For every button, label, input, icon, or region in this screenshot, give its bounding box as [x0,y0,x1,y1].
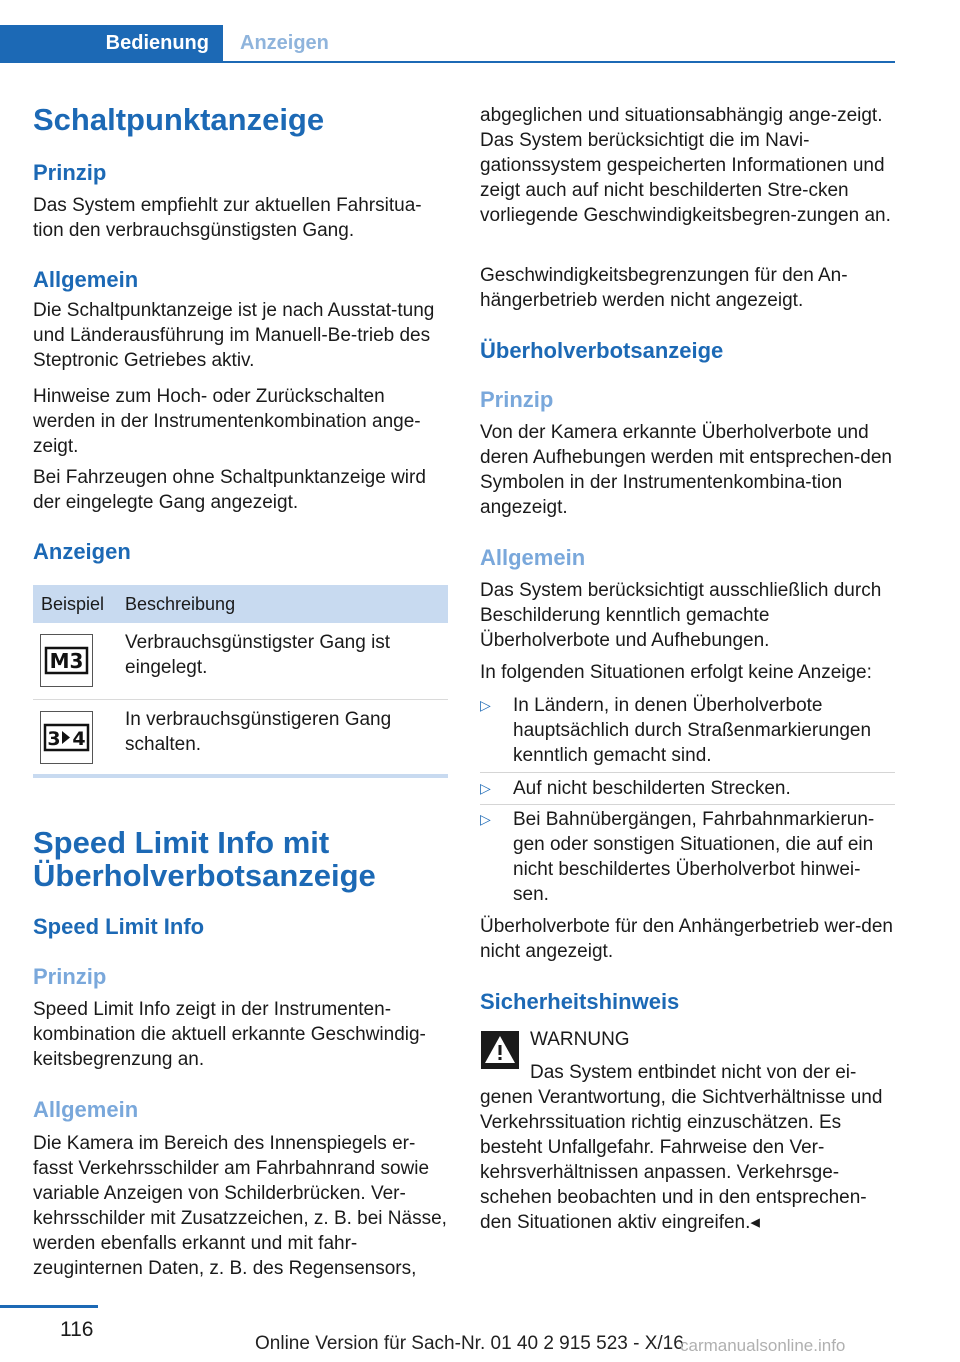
header-tabbar [0,25,895,63]
heading-speed-limit-info: Speed Limit Info [33,914,205,939]
text-ueberhol-prinzip: Von der Kamera erkannte Überholverbote und deren Aufhebungen werden mit entsprechen-den Symbolen in der Instrumentenkombina-tion angezeigt. [480,422,892,518]
gear-indicator-table [33,585,448,776]
heading-schaltpunktanzeige: Schaltpunktanzeige [33,102,325,137]
table-header-beschreibung: Beschreibung [125,594,236,614]
list-separator [480,804,895,805]
text-allgemein-2: Hinweise zum Hoch- oder Zurückschalten werden in der Instrumentenkombination ange-zeigt. [33,386,421,457]
heading-prinzip-speed: Prinzip [33,964,107,989]
text-ueberhol-anhaenger: Überholverbote für den Anhängerbetrieb wer-den nicht angezeigt. [480,916,893,962]
tab-anzeigen[interactable]: Anzeigen [240,32,329,54]
heading-allgemein: Allgemein [33,267,139,292]
page-number: 116 [60,1318,94,1341]
table-row [33,700,448,776]
table-cell-description: In verbrauchsgünstigeren Gang schalten. [125,709,392,755]
warning-title: WARNUNG [530,1029,630,1050]
list-separator [480,772,895,773]
text-speed-prinzip: Speed Limit Info zeigt in der Instrumenten-kombination die aktuell erkannte Geschwindig-keitsbegrenzung an. [33,999,426,1070]
text-prinzip: Das System empfiehlt zur aktuellen Fahrsitua-tion den verbrauchsgünstigsten Gang. [33,195,422,241]
text-speed-allgemein: Die Kamera im Bereich des Innenspiegels er-fasst Verkehrsschilder am Fahrbahnrand sowie variable Anzeigen von Schilderbrücken. Ver-kehrsschilder mit Zusatzzeichen, z. B. bei Nässe, werden ebenfalls erkannt und mit fahr-zeuginternen Daten, z. B. des Regensensors, [33,1133,447,1279]
table-header [33,585,448,623]
watermark: carmanualsonline.info [680,1336,846,1355]
footer-rule [0,1305,98,1308]
bullet-triangle-icon: ▷ [480,697,491,713]
bullet-list: ▷ In Ländern, in denen Überholverbote hauptsächlich durch Straßenmarkierungen kenntlich gemacht sind. ▷ Auf nicht beschilderten Strecken. ▷ Bei Bahnübergängen, Fahrbahnmarkierun-gen oder sonstigen Situationen, die auf ein nicht beschildertes Überholverbot hinwei-sen. [480,690,895,910]
text-allgemein-1: Die Schaltpunktanzeige ist je nach Ausstat-tung und Länderausführung im Manuell-Be-trieb des Steptronic Getriebes aktiv. [33,300,435,371]
text-anhaenger-begrenzung: Geschwindigkeitsbegrenzungen für den An-hängerbetrieb werden nicht angezeigt. [480,265,848,311]
bullet-triangle-icon: ▷ [480,811,491,827]
heading-prinzip: Prinzip [33,160,107,185]
text-ueberhol-allgemein-1: Das System berücksichtigt ausschließlich durch Beschilderung kenntlich gemachte Überholverbote und Aufhebungen. [480,580,882,651]
svg-text:4: 4 [72,728,86,750]
gear-m3-symbol-icon [40,634,93,687]
heading-allgemein-speed: Allgemein [33,1097,139,1122]
text-allgemein-3: Bei Fahrzeugen ohne Schaltpunktanzeige wird der eingelegte Gang angezeigt. [33,467,426,513]
warning-text: genen Verantwortung, die Sichtverhältnisse und Verkehrssituation richtig einzuschätzen. Es besteht Unfallgefahr. Fahrweise den Ver-kehrsverhältnissen anpassen. Verkehrsge-schehen beobachten und in den entsprechen-den Situationen aktiv eingreifen.◂ [480,1087,883,1233]
heading-sicherheitshinweis: Sicherheitshinweis [480,989,680,1014]
footer-online-version: Online Version für Sach-Nr. 01 40 2 915 523 - X/16 [255,1333,684,1354]
heading-speed-limit-info-mit-ueberholverbotsanzeige: Speed Limit Info mit Überholverbotsanzeige [33,825,376,893]
svg-text:3: 3 [47,728,61,750]
heading-anzeigen: Anzeigen [33,539,131,564]
table-row [33,623,448,700]
text-speed-allgemein-continued: abgeglichen und situationsabhängig ange-zeigt. Das System berücksichtigt die im Navi-gationssystem gespeicherten Informationen und zeigt auch auf nicht beschilderten Stre-cken vorliegende Geschwindigkeitsbegren-zungen an. [480,105,891,226]
table-header-beispiel: Beispiel [41,594,105,614]
heading-ueberholverbotsanzeige: Überholverbotsanzeige [480,338,724,363]
tab-bedienung[interactable]: Bedienung [0,25,223,61]
text-ueberhol-allgemein-2: In folgenden Situationen erfolgt keine Anzeige: [480,662,872,683]
warning-text-first-line: Das System entbindet nicht von der ei- [530,1062,857,1083]
heading-prinzip-ueberhol: Prinzip [480,387,554,412]
table-cell-description: Verbrauchsgünstigster Gang ist eingelegt. [125,632,391,678]
bullet-triangle-icon: ▷ [480,780,491,796]
table-bottom-rule [33,774,448,778]
shift-up-symbol-icon [40,711,93,764]
heading-allgemein-ueberhol: Allgemein [480,545,586,570]
warning-icon [481,1031,519,1069]
svg-text:M3: M3 [49,649,84,673]
